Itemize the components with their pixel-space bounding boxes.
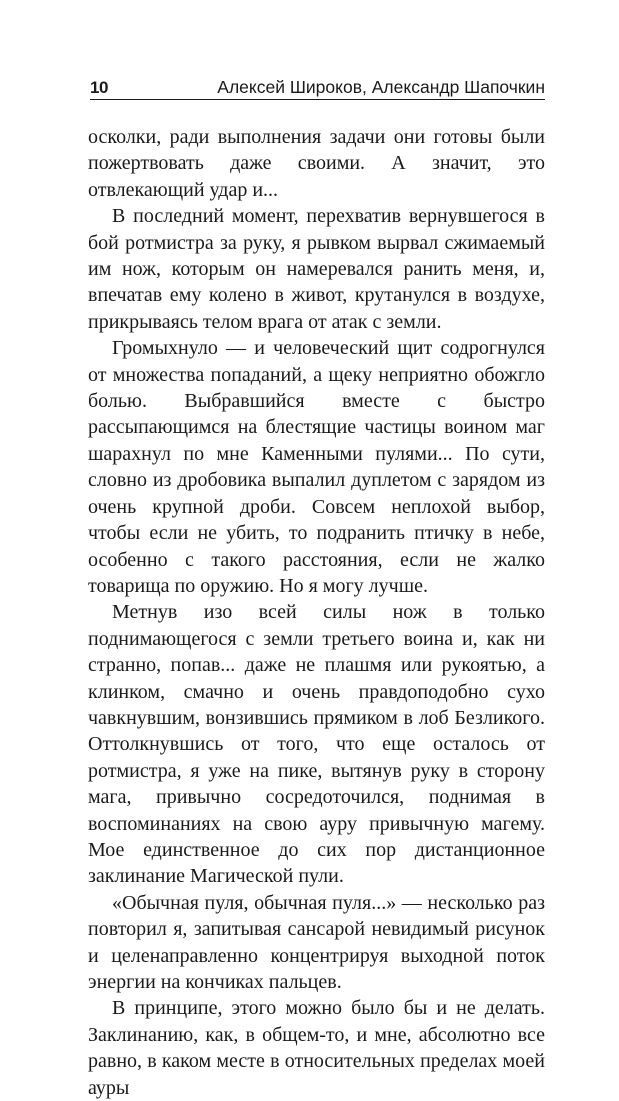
body-text xyxy=(88,124,545,1101)
paragraph: Громыхнуло — и человеческий щит содрогнулся от множества попаданий, а щеку неприятно обожгло болью. Выбравшийся вместе с быстро рассыпающимся на блестящие частицы воином маг шарахнул по мне Каменными пулями... По сути, словно из дробовика выпалил дуплетом с зарядом из очень крупной дроби. Совсем неплохой выбор, чтобы если не убить, то подранить птичку в небе, особенно с такого расстояния, если не жалко товарища по оружию. Но я могу лучше. xyxy=(88,337,545,597)
paragraph: В принципе, этого можно было бы и не делать. Заклинанию, как, в общем-то, и мне, абсолютно все равно, в каком месте в относительных пределах моей ауры xyxy=(88,997,545,1099)
paragraph-continued: осколки, ради выполнения задачи они готовы были пожертвовать даже своими. А значит, это отвлекающий удар и... xyxy=(88,126,545,201)
page-number: 10 xyxy=(90,78,108,97)
paragraph: Метнув изо всей силы нож в только поднимающегося с земли третьего воина и, как ни странно, попав... даже не плашмя или рукоятью, а клинком, смачно и очень правдоподобно сухо чавкнувшим, вонзившись прямиком в лоб Безликого. Оттолкнувшись от того, что еще осталось от ротмистра, я уже на пике, вытянув руку в сторону мага, привычно сосредоточился, поднимая в воспоминаниях на свою ауру привычную магему. Мое единственное до сих пор дистанционное заклинание Магической пули. xyxy=(88,601,545,888)
running-header xyxy=(90,72,545,100)
paragraph: В последний момент, перехватив вернувшегося в бой ротмистра за руку, я рывком вырвал сжимаемый им нож, которым он намеревался ранить меня, и, впечатав ему колено в живот, крутанулся в воздухе, прикрываясь телом врага от атак с земли. xyxy=(88,205,545,333)
running-title-authors: Алексей Широков, Александр Шапочкин xyxy=(217,77,545,97)
paragraph: «Обычная пуля, обычная пуля...» — несколько раз повторил я, запитывая сансарой невидимый рисунок и целенаправленно концентрируя выходной поток энергии на кончиках пальцев. xyxy=(88,891,545,993)
header-rule xyxy=(90,99,545,100)
